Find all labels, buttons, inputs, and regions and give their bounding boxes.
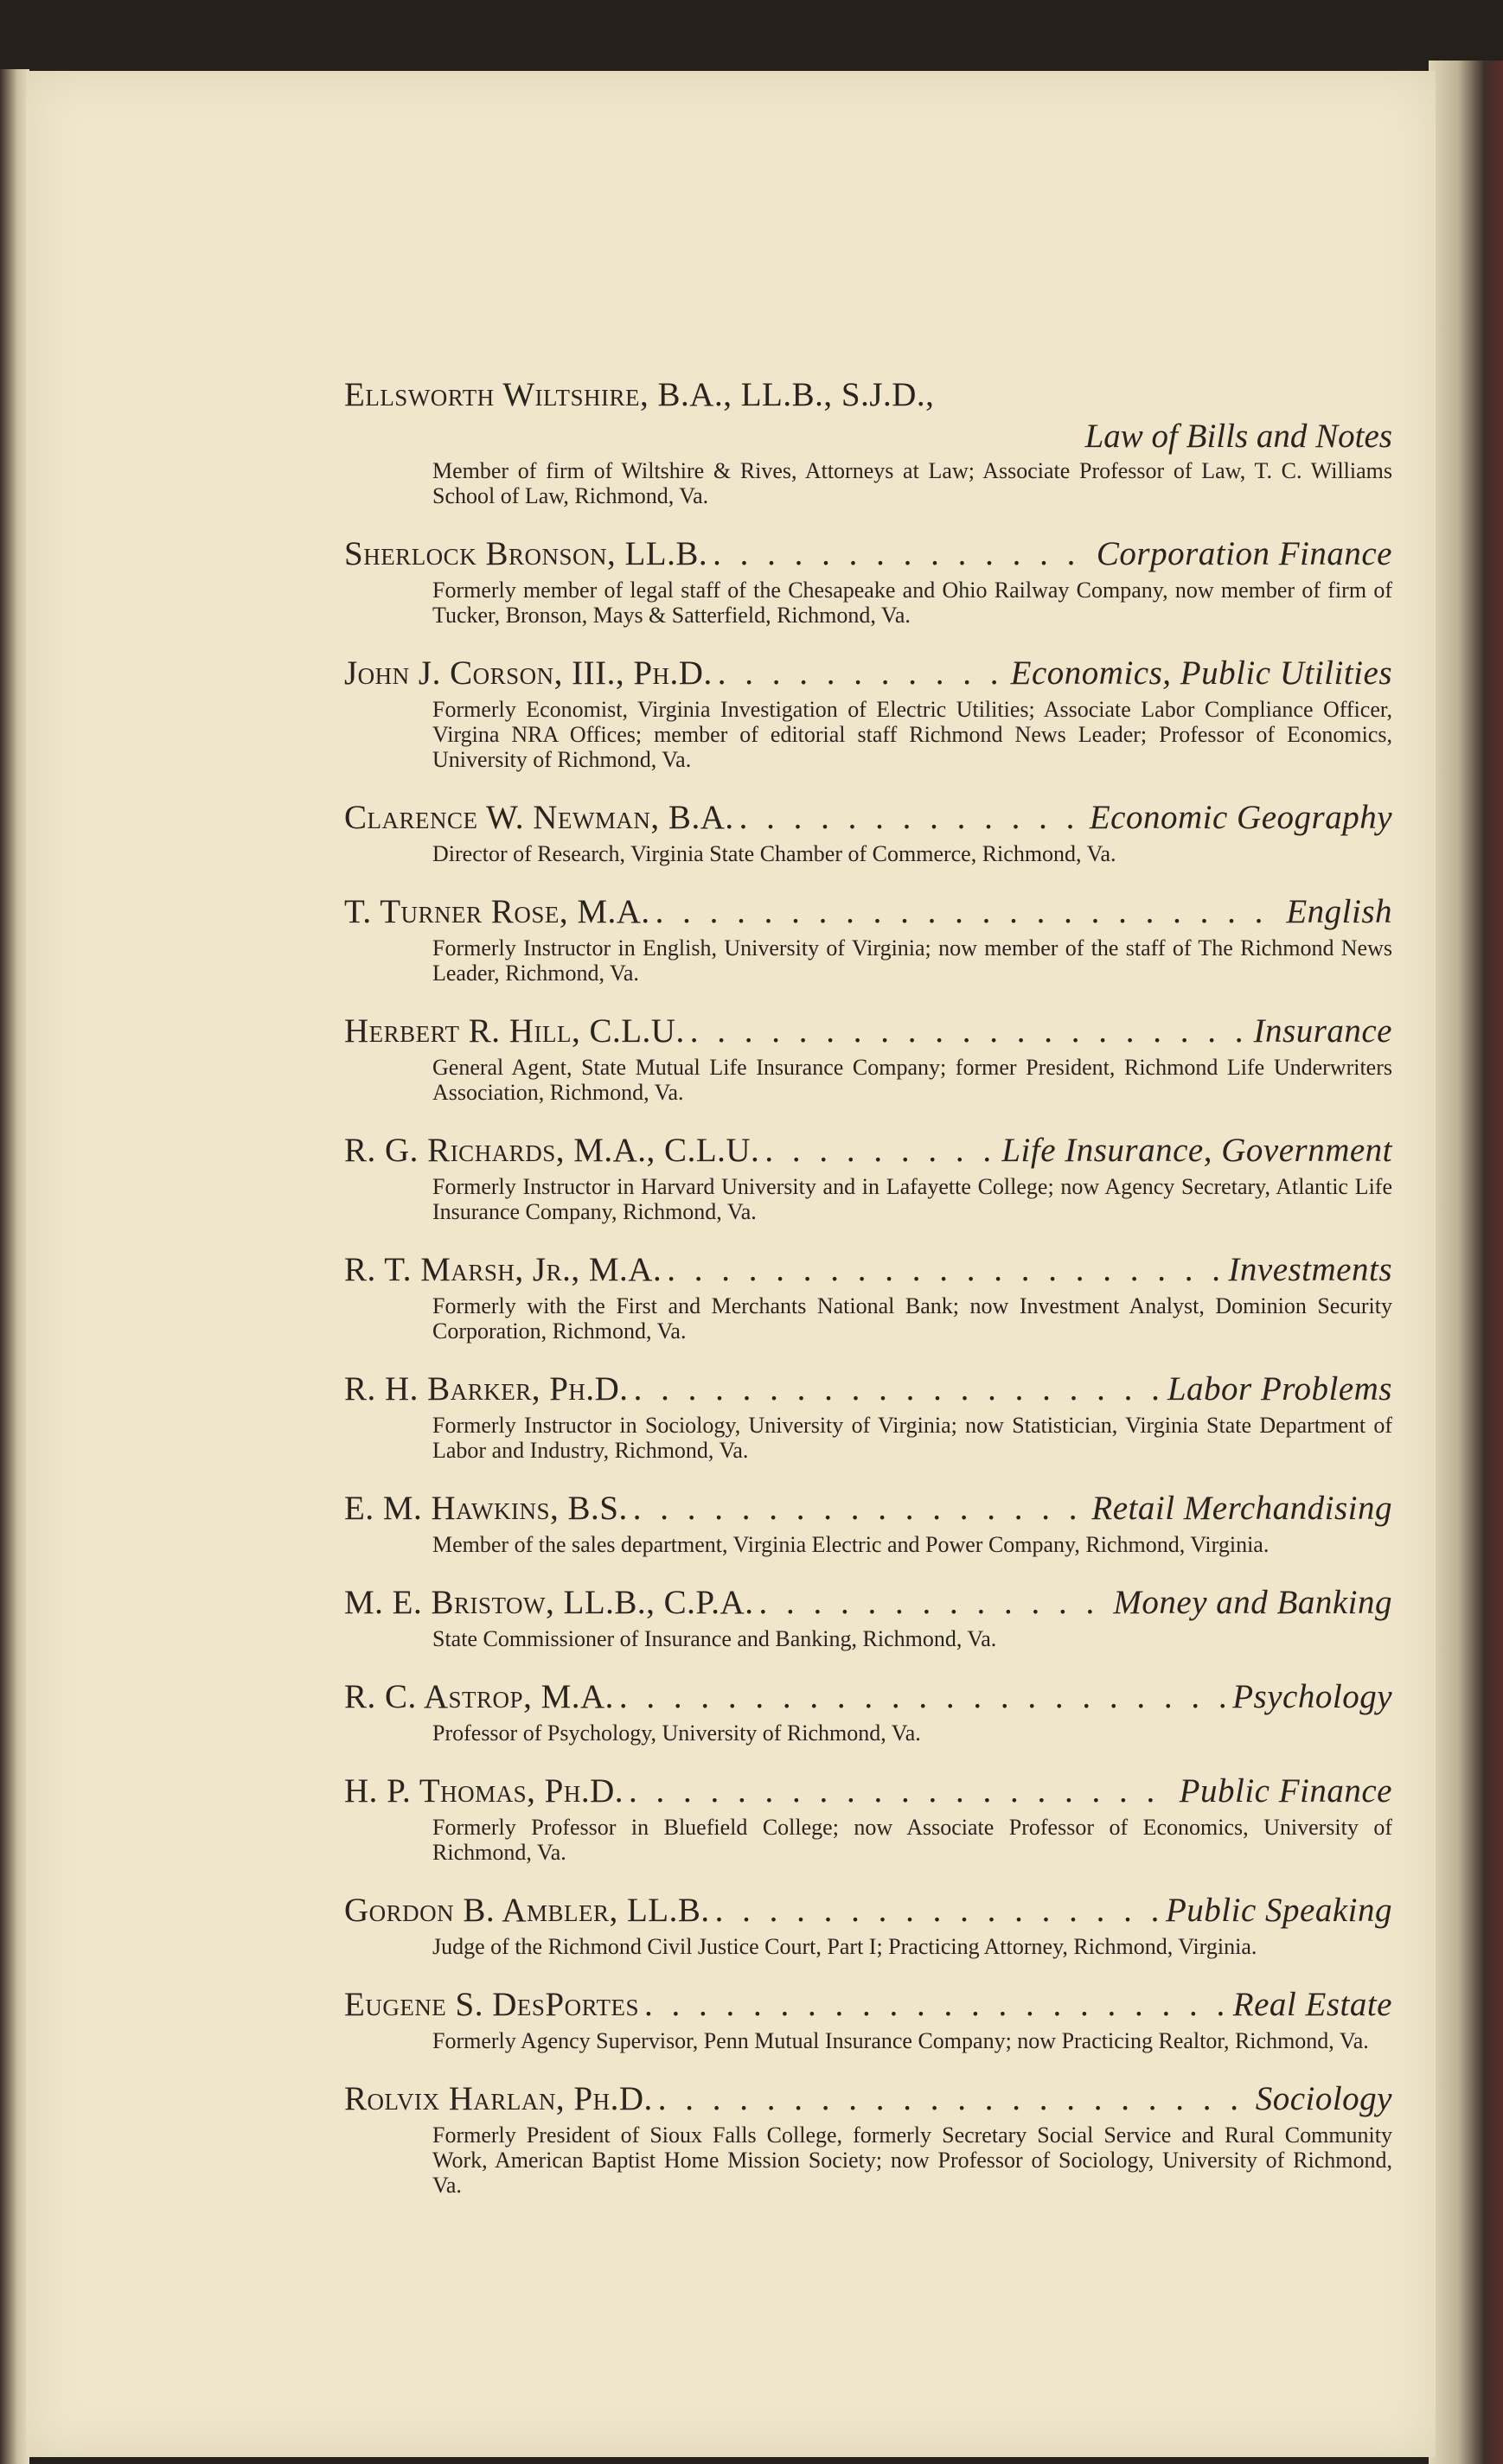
faculty-description: General Agent, State Mutual Life Insurance Company; former President, Richmond Life Underwriters Association, Richmond, Va.	[432, 1055, 1392, 1105]
faculty-entry	[344, 1770, 1392, 1865]
faculty-entry	[344, 652, 1392, 772]
faculty-name: R. G. Richards, M.A., C.L.U.	[344, 1132, 760, 1169]
faculty-entry	[344, 796, 1392, 866]
faculty-subject: Real Estate	[1232, 1986, 1392, 2023]
faculty-list	[344, 373, 1392, 2222]
faculty-heading	[344, 1676, 1392, 1719]
faculty-name: R. T. Marsh, Jr., M.A.	[344, 1251, 662, 1288]
faculty-description: Formerly Instructor in Harvard University and in Lafayette College; now Agency Secretary, Atlantic Life Insurance Company, Richmond, Va.	[432, 1174, 1392, 1224]
faculty-subject: Investments	[1228, 1251, 1392, 1288]
faculty-heading	[344, 1129, 1392, 1172]
dot-leader	[739, 796, 1084, 839]
faculty-description: Formerly Professor in Bluefield College; now Associate Professor of Economics, University of Richmond, Va.	[432, 1815, 1392, 1865]
faculty-heading	[344, 1983, 1392, 2027]
faculty-subject: Economics, Public Utilities	[1010, 654, 1392, 692]
dot-leader	[715, 1889, 1161, 1932]
faculty-name: Ellsworth Wiltshire, B.A., LL.B., S.J.D.,	[344, 376, 935, 413]
faculty-subject: Law of Bills and Notes	[1084, 418, 1392, 455]
faculty-description: Judge of the Richmond Civil Justice Court, Part I; Practicing Attorney, Richmond, Virginia.	[432, 1934, 1257, 1959]
faculty-name: T. Turner Rose, M.A.	[344, 893, 650, 930]
dot-leader	[758, 1581, 1108, 1625]
faculty-heading	[344, 1770, 1392, 1813]
dot-leader	[690, 1010, 1249, 1053]
faculty-description: Formerly member of legal staff of the Chesapeake and Ohio Railway Company, now member of firm of Tucker, Bronson, Mays & Satterfield, Richmond, Va.	[432, 578, 1392, 628]
faculty-subject: Retail Merchandising	[1091, 1490, 1392, 1527]
faculty-subject: Economic Geography	[1089, 799, 1392, 836]
faculty-name: Rolvix Harlan, Ph.D.	[344, 2080, 653, 2117]
faculty-name: M. E. Bristow, LL.B., C.P.A.	[344, 1584, 754, 1621]
dot-leader	[656, 890, 1282, 934]
faculty-subject: Psychology	[1232, 1678, 1392, 1715]
faculty-description: Member of the sales department, Virginia Electric and Power Company, Richmond, Virginia.	[432, 1532, 1270, 1557]
faculty-entry	[344, 890, 1392, 986]
faculty-subject: Money and Banking	[1113, 1584, 1392, 1621]
faculty-name: Gordon B. Ambler, LL.B.	[344, 1892, 710, 1929]
faculty-description: Director of Research, Virginia State Chamber of Commerce, Richmond, Va.	[432, 841, 1116, 866]
dot-leader	[718, 652, 1006, 695]
faculty-entry	[344, 2078, 1392, 2198]
faculty-subject: Insurance	[1253, 1012, 1392, 1050]
faculty-name: Herbert R. Hill, C.L.U.	[344, 1012, 685, 1050]
faculty-description: Formerly President of Sioux Falls College, formerly Secretary Social Service and Rural Community Work, American Baptist Home Mission Society; now Professor of Sociology, University of Richmond, Va.	[432, 2122, 1392, 2198]
faculty-entry	[344, 1129, 1392, 1224]
faculty-subject: English	[1286, 893, 1392, 930]
faculty-subject: Life Insurance, Government	[1001, 1132, 1392, 1169]
faculty-entry	[344, 1983, 1392, 2053]
faculty-name: Sherlock Bronson, LL.B.	[344, 535, 708, 572]
dot-leader	[633, 1487, 1087, 1530]
faculty-name: R. C. Astrop, M.A.	[344, 1678, 614, 1715]
faculty-heading	[344, 1487, 1392, 1530]
faculty-name: Clarence W. Newman, B.A.	[344, 799, 734, 836]
faculty-entry	[344, 533, 1392, 628]
dot-leader	[713, 533, 1091, 576]
book-edge	[1429, 61, 1503, 2464]
faculty-heading	[344, 533, 1392, 576]
faculty-description: Formerly Economist, Virginia Investigation of Electric Utilities; Associate Labor Compliance Officer, Virgina NRA Offices; member of editorial staff Richmond News Leader; Professor of Economics, University of Richmond, Va.	[432, 697, 1392, 772]
faculty-entry	[344, 1581, 1392, 1651]
faculty-name: E. M. Hawkins, B.S.	[344, 1490, 628, 1527]
faculty-description: Member of firm of Wiltshire & Rives, Attorneys at Law; Associate Professor of Law, T. C. Williams School of Law, Richmond, Va.	[432, 458, 1392, 508]
faculty-name: R. H. Barker, Ph.D.	[344, 1370, 629, 1408]
faculty-subject: Corporation Finance	[1096, 535, 1392, 572]
dot-leader	[629, 1770, 1174, 1813]
faculty-description: Professor of Psychology, University of Richmond, Va.	[432, 1720, 921, 1746]
faculty-description: Formerly Instructor in English, University of Virginia; now member of the staff of The Richmond News Leader, Richmond, Va.	[432, 935, 1392, 986]
faculty-heading	[344, 1581, 1392, 1625]
faculty-heading	[344, 1368, 1392, 1411]
faculty-description: Formerly with the First and Merchants National Bank; now Investment Analyst, Dominion Security Corporation, Richmond, Va.	[432, 1293, 1392, 1344]
faculty-description: Formerly Agency Supervisor, Penn Mutual Insurance Company; now Practicing Realtor, Richmond, Va.	[432, 2028, 1369, 2053]
page-paper	[26, 71, 1436, 2457]
faculty-entry	[344, 1248, 1392, 1344]
book-gutter	[0, 69, 29, 2464]
faculty-heading	[344, 373, 1392, 417]
faculty-entry	[344, 1368, 1392, 1463]
dot-leader	[667, 1248, 1223, 1292]
faculty-subject: Public Speaking	[1165, 1892, 1392, 1929]
faculty-subject: Public Finance	[1179, 1772, 1392, 1810]
faculty-name: H. P. Thomas, Ph.D.	[344, 1772, 624, 1810]
faculty-entry	[344, 1010, 1392, 1105]
faculty-description: State Commissioner of Insurance and Banking, Richmond, Va.	[432, 1626, 997, 1651]
faculty-entry	[344, 373, 1392, 508]
faculty-entry	[344, 1487, 1392, 1557]
faculty-entry	[344, 1676, 1392, 1746]
faculty-name: Eugene S. DesPortes	[344, 1986, 639, 2023]
faculty-heading	[344, 890, 1392, 934]
faculty-subject: Labor Problems	[1167, 1370, 1392, 1408]
faculty-heading	[344, 796, 1392, 839]
faculty-description: Formerly Instructor in Sociology, University of Virginia; now Statistician, Virginia State Department of Labor and Industry, Richmond, Va.	[432, 1413, 1392, 1463]
faculty-subject: Sociology	[1255, 2080, 1392, 2117]
faculty-heading	[344, 652, 1392, 695]
faculty-heading	[344, 1010, 1392, 1053]
dot-leader	[764, 1129, 996, 1172]
faculty-heading	[344, 2078, 1392, 2121]
dot-leader	[619, 1676, 1227, 1719]
faculty-entry	[344, 1889, 1392, 1959]
faculty-heading	[344, 1889, 1392, 1932]
dot-leader	[644, 1983, 1228, 2027]
dot-leader	[658, 2078, 1250, 2121]
dot-leader	[634, 1368, 1162, 1411]
faculty-heading	[344, 1248, 1392, 1292]
faculty-name: John J. Corson, III., Ph.D.	[344, 654, 713, 692]
